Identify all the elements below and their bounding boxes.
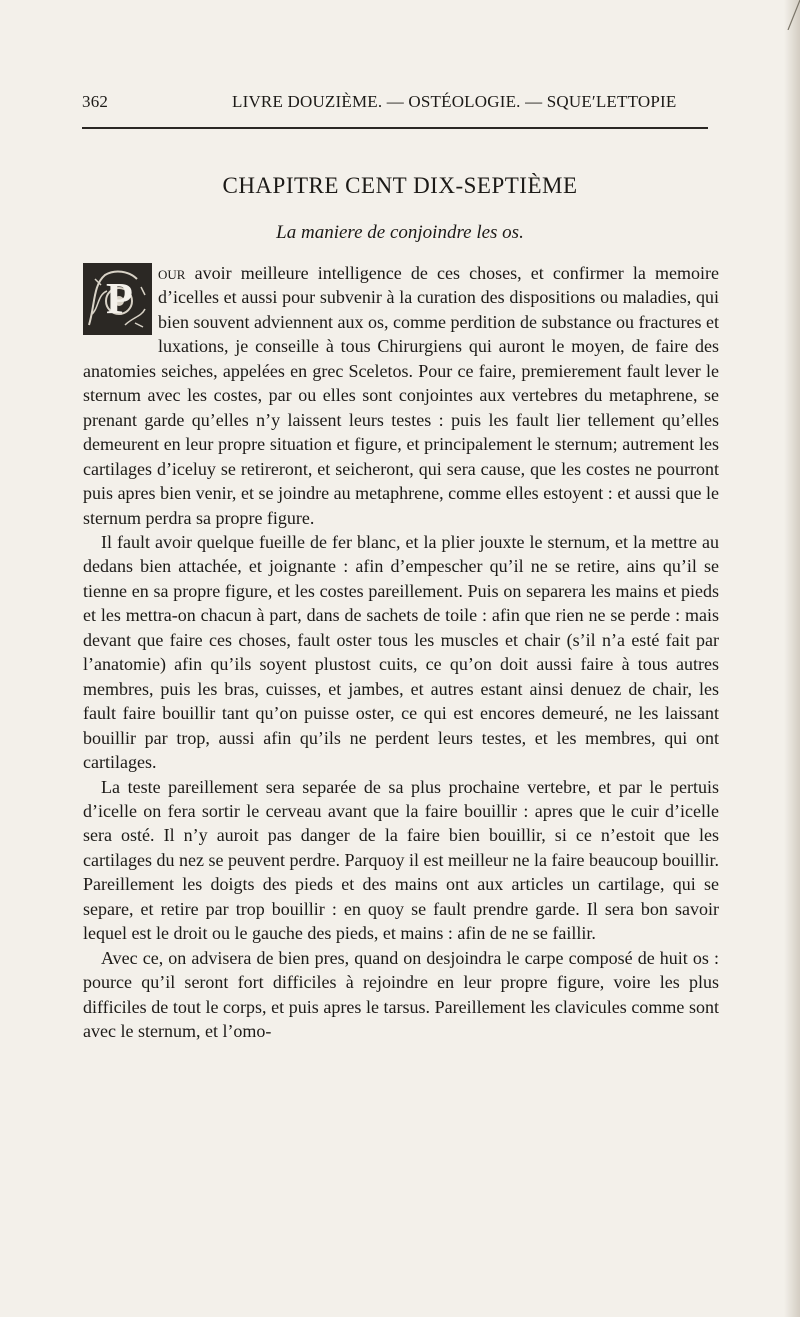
running-title: LIVRE DOUZIÈME. — OSTÉOLOGIE. — SQUE′LETTOPIE bbox=[232, 92, 677, 111]
page-number: 362 bbox=[82, 92, 109, 111]
paragraph-2: Il fault avoir quelque fueille de fer blanc, et la plier jouxte le sternum, et la mettre au dedans bien attachée, et joignante : afin d’empescher qu’il ne se retire, ains qu’il se tienne en sa propre figure, et les costes pareillement. Puis on separera les mains et pieds et les mettra-on chacun à part, dans de sachets de toile : afin que rien ne se perde : mais devant que faire ces choses, fault oster tous les muscles et chair (s’il n’a esté fait par l’anatomie) afin qu’ils soyent plustost cuits, ce qu’on doit aussi faire à tous autres membres, puis les bras, cuisses, et jambes, et autres estant ainsi denuez de chair, les fault faire bouillir tant qu’on puisse oster, ce qui est encores demeuré, ne les laissant bouillir par trop, aussi afin qu’ils ne perdent leurs testes, et les membres, qui ont cartilages. bbox=[83, 531, 719, 773]
dropcap-letter: P bbox=[106, 274, 133, 323]
corner-line-decoration bbox=[780, 0, 800, 30]
paragraph-4: Avec ce, on advisera de bien pres, quand on desjoindra le carpe composé de huit os : pource qu’il seront fort difficiles à rejoindre en leur propre figure, voire les plus difficiles de tout le corps, et puis apres le tarsus. Pareillement les clavicules comme sont avec le sternum, et l’omo- bbox=[83, 947, 719, 1042]
ornamental-dropcap bbox=[83, 263, 152, 335]
body-text bbox=[83, 261, 719, 1044]
paragraph-3: La teste pareillement sera separée de sa plus prochaine vertebre, et par le pertuis d’icelle on fera sortir le cerveau avant que la faire bouillir : apres que le cuir d’icelle sera osté. Il n’y auroit pas danger de la faire bien bouillir, si ce n’estoit que les cartilages du nez se peuvent perdre. Parquoy il est meilleur ne la faire beaucoup bouillir. Pareillement les doigts des pieds et des mains ont aux articles un cartilage, qui se separe, et retire par trop bouillir : en quoy se fault prendre garde. Il sera bon savoir lequel est le droit ou le gauche des pieds, et mains : afin de ne se faillir. bbox=[83, 776, 719, 944]
paragraph-1-text: avoir meilleure intelligence de ces choses, et confirmer la memoire d’icelles et aussi pour subvenir à la curation des dispositions ou maladies, qui bien souvent adviennent aux os, comme perdition de substance ou fractures et luxations, je conseille à tous Chirurgiens qui auront le moyen, de faire des anatomies seiches, appelées en grec Sceletos. Pour ce faire, premierement fault lever le sternum avec les costes, par ou elles sont conjointes aux vertebres du metaphrene, se prenant garde qu’elles n’y laissent leurs testes : puis les fault lier tellement qu’elles demeurent en leur propre situation et figure, et principalement le sternum; autrement les cartilages d’iceluy se retireront, et seicheront, qui sera cause, que les costes ne pourront puis apres bien venir, et se joindre au metaphrene, comme elles estoyent : et aussi que le sternum perdra sa propre figure. bbox=[83, 263, 719, 528]
chapter-title: CHAPITRE CENT DIX-SEPTIÈME bbox=[222, 173, 578, 198]
paragraph-1 bbox=[83, 261, 719, 530]
paragraph-1-lead: our bbox=[158, 263, 186, 283]
chapter-subtitle: La maniere de conjoindre les os. bbox=[276, 222, 524, 243]
page-edge-shadow bbox=[784, 0, 800, 1317]
header-rule bbox=[82, 127, 708, 129]
